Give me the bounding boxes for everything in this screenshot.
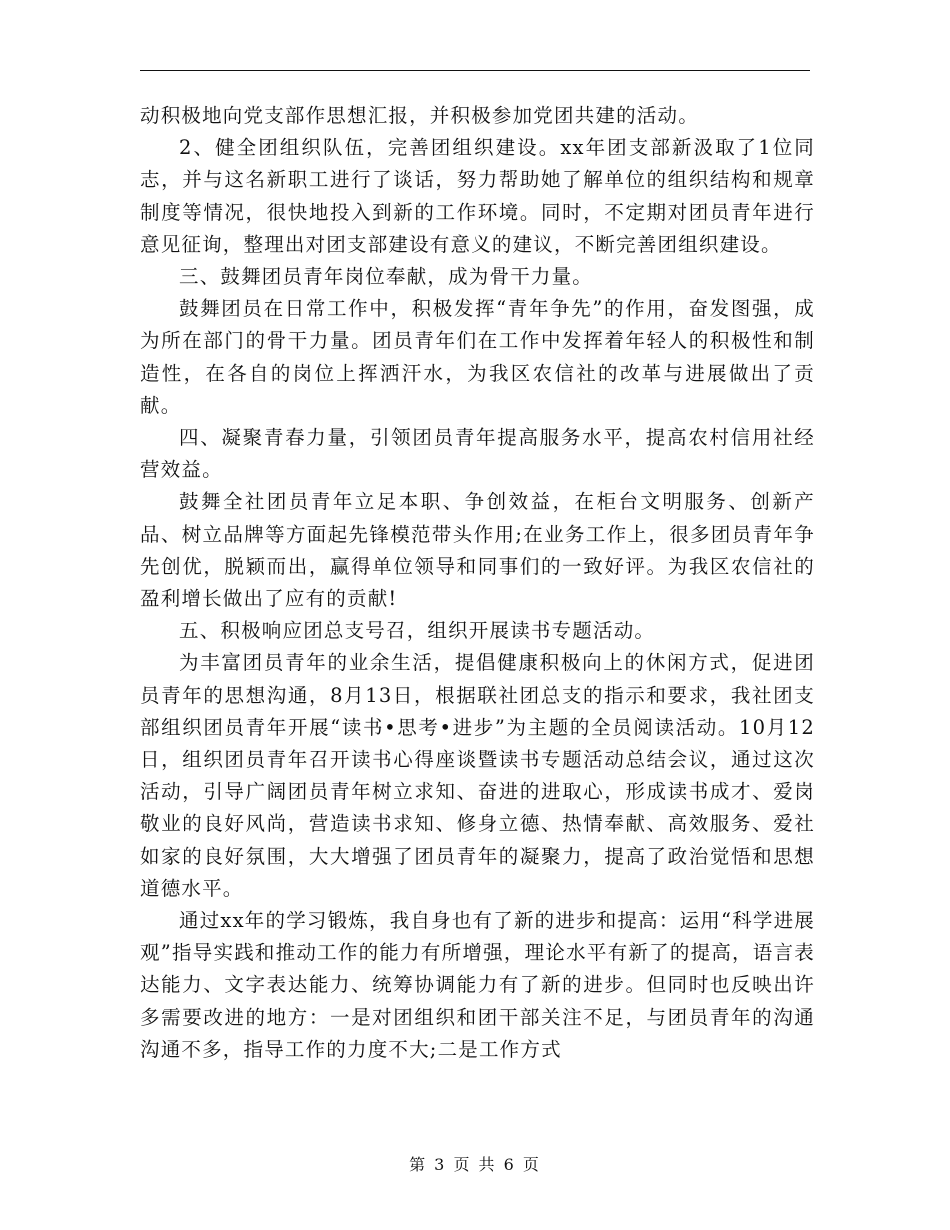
paragraph: 为丰富团员青年的业余生活，提倡健康积极向上的休闲方式，促进团员青年的思想沟通，8月13日，根据联社团总支的指示和要求，我社团支部组织团员青年开展“读书•思考•进步”为主题的全员阅读活动。10月12日，组织团员青年召开读书心得座谈暨读书专题活动总结会议，通过这次活动，引导广阔团员青年树立求知、奋进的进取心，形成读书成才、爱岗敬业的良好风尚，营造读书求知、修身立德、热情奉献、高效服务、爱社如家的良好氛围，大大增强了团员青年的凝聚力，提高了政治觉悟和思想道德水平。 xyxy=(140,651,815,900)
paragraph: 动积极地向党支部作思想汇报，并积极参加党团共建的活动。 xyxy=(140,104,699,127)
paragraph: 鼓舞全社团员青年立足本职、争创效益，在柜台文明服务、创新产品、树立品牌等方面起先锋模范带头作用;在业务工作上，很多团员青年争先创优，脱颖而出，赢得单位领导和同事们的一致好评。为我区农信社的盈利增长做出了应有的贡献! xyxy=(140,490,815,611)
document-body xyxy=(140,100,815,1066)
paragraph: 通过xx年的学习锻炼，我自身也有了新的进步和提高：运用“科学进展观”指导实践和推动工作的能力有所增强，理论水平有新了的提高，语言表达能力、文字表达能力、统筹协调能力有了新的进步。但同时也反映出许多需要改进的地方：一是对团组织和团干部关注不足，与团员青年的沟通沟通不多，指导工作的力度不大;二是工作方式 xyxy=(140,909,815,1061)
section-heading: 四、凝聚青春力量，引领团员青年提高服务水平，提高农村信用社经营效益。 xyxy=(140,426,815,482)
header-rule xyxy=(140,70,810,71)
page-number-footer: 第 3 页 共 6 页 xyxy=(409,1155,541,1174)
section-heading: 五、积极响应团总支号召，组织开展读书专题活动。 xyxy=(179,619,656,643)
section-heading: 三、鼓舞团员青年岗位奉献，成为骨干力量。 xyxy=(179,265,594,289)
paragraph: 鼓舞团员在日常工作中，积极发挥“青年争先”的作用，奋发图强，成为所在部门的骨干力量。团员青年们在工作中发挥着年轻人的积极性和制造性，在各自的岗位上挥洒汗水，为我区农信社的改革与进展做出了贡献。 xyxy=(140,297,815,417)
paragraph: 2、健全团组织队伍，完善团组织建设。xx年团支部新汲取了1位同志，并与这名新职工进行了谈话，努力帮助她了解单位的组织结构和规章制度等情况，很快地投入到新的工作环境。同时，不定期对团员青年进行意见征询，整理出对团支部建设有意义的建议，不断完善团组织建设。 xyxy=(140,136,815,256)
